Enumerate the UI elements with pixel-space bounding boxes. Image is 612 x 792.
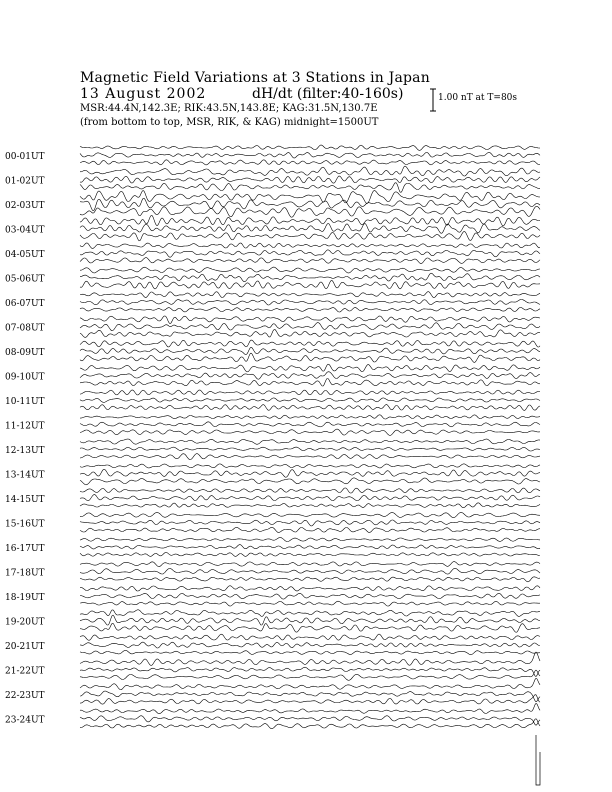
trace-05-06UT-RIK xyxy=(80,273,540,282)
trace-13-14UT-KAG xyxy=(80,464,540,468)
trace-01-02UT-RIK xyxy=(80,176,540,183)
hour-label-00-01UT: 00-01UT xyxy=(5,152,45,162)
trace-03-04UT-KAG xyxy=(80,216,540,226)
trace-23-24UT-RIK xyxy=(80,716,540,726)
trace-12-13UT-KAG xyxy=(80,439,540,444)
trace-03-04UT-RIK xyxy=(80,224,540,234)
trace-02-03UT-MSR xyxy=(80,206,540,217)
hour-label-21-22UT: 21-22UT xyxy=(5,666,45,677)
trace-21-22UT-KAG xyxy=(80,652,540,665)
trace-04-05UT-RIK xyxy=(80,250,540,257)
trace-13-14UT-RIK xyxy=(80,469,540,477)
hour-label-19-20UT: 19-20UT xyxy=(5,617,45,628)
chart-title: Magnetic Field Variations at 3 Stations in Japan xyxy=(80,70,430,86)
hour-label-13-14UT: 13-14UT xyxy=(5,470,45,481)
trace-08-09UT-MSR xyxy=(80,353,540,362)
hour-label-18-19UT: 18-19UT xyxy=(5,593,45,603)
hour-label-22-23UT: 22-23UT xyxy=(5,691,45,701)
trace-19-20UT-MSR xyxy=(80,623,540,632)
trace-00-01UT-KAG xyxy=(80,145,540,150)
trace-09-10UT-MSR xyxy=(80,379,540,387)
trace-05-06UT-MSR xyxy=(80,281,540,289)
trace-20-21UT-KAG xyxy=(80,634,540,640)
trace-10-11UT-RIK xyxy=(80,398,540,403)
trace-06-07UT-MSR xyxy=(80,307,540,312)
hour-label-17-18UT: 17-18UT xyxy=(5,568,45,579)
trace-00-01UT-RIK xyxy=(80,152,540,158)
hour-label-10-11UT: 10-11UT xyxy=(5,397,45,407)
hour-label-20-21UT: 20-21UT xyxy=(5,642,45,652)
hour-label-08-09UT: 08-09UT xyxy=(5,348,45,358)
trace-09-10UT-RIK xyxy=(80,372,540,380)
trace-19-20UT-RIK xyxy=(80,615,540,625)
trace-10-11UT-MSR xyxy=(80,405,540,411)
trace-14-15UT-KAG xyxy=(80,488,540,493)
hour-label-05-06UT: 05-06UT xyxy=(5,274,45,285)
trace-15-16UT-MSR xyxy=(80,527,540,532)
trace-18-19UT-MSR xyxy=(80,601,540,606)
trace-04-05UT-MSR xyxy=(80,258,540,264)
trace-17-18UT-KAG xyxy=(80,562,540,567)
trace-23-24UT-MSR xyxy=(80,719,540,729)
hour-label-14-15UT: 14-15UT xyxy=(5,495,45,505)
trace-00-01UT-MSR xyxy=(80,160,540,165)
trace-14-15UT-RIK xyxy=(80,495,540,501)
trace-07-08UT-MSR xyxy=(80,330,540,338)
trace-21-22UT-MSR xyxy=(80,670,540,680)
quantity-label: dH/dt (filter:40-160s) xyxy=(252,86,404,102)
trace-23-24UT-KAG xyxy=(80,703,540,713)
trace-20-21UT-MSR xyxy=(80,650,540,654)
trace-09-10UT-KAG xyxy=(80,364,540,372)
trace-15-16UT-RIK xyxy=(80,520,540,526)
trace-16-17UT-RIK xyxy=(80,545,540,549)
hour-label-15-16UT: 15-16UT xyxy=(5,519,45,530)
trace-06-07UT-KAG xyxy=(80,292,540,298)
trace-16-17UT-MSR xyxy=(80,552,540,556)
trace-14-15UT-MSR xyxy=(80,503,540,508)
hour-label-04-05UT: 04-05UT xyxy=(5,250,45,260)
trace-02-03UT-KAG xyxy=(80,191,540,204)
end-disturbance-trace xyxy=(536,735,540,785)
trace-12-13UT-MSR xyxy=(80,454,540,460)
date-label: 13 August 2002 xyxy=(80,86,207,102)
trace-18-19UT-KAG xyxy=(80,586,540,591)
trace-20-21UT-RIK xyxy=(80,642,540,648)
trace-22-23UT-KAG xyxy=(80,678,540,689)
trace-01-02UT-KAG xyxy=(80,166,540,176)
station-order-note: (from bottom to top, MSR, RIK, & KAG) midnight=1500UT xyxy=(80,117,379,128)
trace-03-04UT-MSR xyxy=(80,232,540,241)
trace-07-08UT-RIK xyxy=(80,323,540,331)
hour-label-03-04UT: 03-04UT xyxy=(5,225,45,236)
hour-label-01-02UT: 01-02UT xyxy=(5,176,45,187)
trace-07-08UT-KAG xyxy=(80,316,540,324)
station-coordinates: MSR:44.4N,142.3E; RIK:43.5N,143.8E; KAG:31.5N,130.7E xyxy=(80,103,378,114)
trace-13-14UT-MSR xyxy=(80,478,540,485)
trace-06-07UT-RIK xyxy=(80,300,540,306)
trace-18-19UT-RIK xyxy=(80,593,540,599)
trace-21-22UT-RIK xyxy=(80,667,540,676)
trace-08-09UT-RIK xyxy=(80,347,540,354)
trace-22-23UT-MSR xyxy=(80,695,540,704)
trace-01-02UT-MSR xyxy=(80,183,540,193)
hour-label-02-03UT: 02-03UT xyxy=(5,201,45,211)
trace-22-23UT-RIK xyxy=(80,691,540,702)
scale-label: 1.00 nT at T=80s xyxy=(438,93,518,103)
trace-17-18UT-MSR xyxy=(80,577,540,582)
trace-05-06UT-KAG xyxy=(80,267,540,273)
trace-12-13UT-RIK xyxy=(80,447,540,451)
trace-11-12UT-RIK xyxy=(80,422,540,427)
hour-label-11-12UT: 11-12UT xyxy=(5,421,45,432)
hour-label-06-07UT: 06-07UT xyxy=(5,299,45,309)
trace-11-12UT-KAG xyxy=(80,415,540,419)
trace-08-09UT-KAG xyxy=(80,340,540,347)
trace-10-11UT-KAG xyxy=(80,390,540,395)
hour-label-09-10UT: 09-10UT xyxy=(5,372,45,383)
trace-11-12UT-MSR xyxy=(80,429,540,435)
trace-04-05UT-KAG xyxy=(80,243,540,248)
trace-19-20UT-KAG xyxy=(80,610,540,617)
trace-15-16UT-KAG xyxy=(80,512,540,517)
hour-label-07-08UT: 07-08UT xyxy=(5,323,45,334)
hour-label-23-24UT: 23-24UT xyxy=(5,715,45,726)
hour-label-12-13UT: 12-13UT xyxy=(5,446,45,456)
trace-16-17UT-KAG xyxy=(80,538,540,542)
hour-label-16-17UT: 16-17UT xyxy=(5,544,45,554)
trace-17-18UT-RIK xyxy=(80,568,540,574)
